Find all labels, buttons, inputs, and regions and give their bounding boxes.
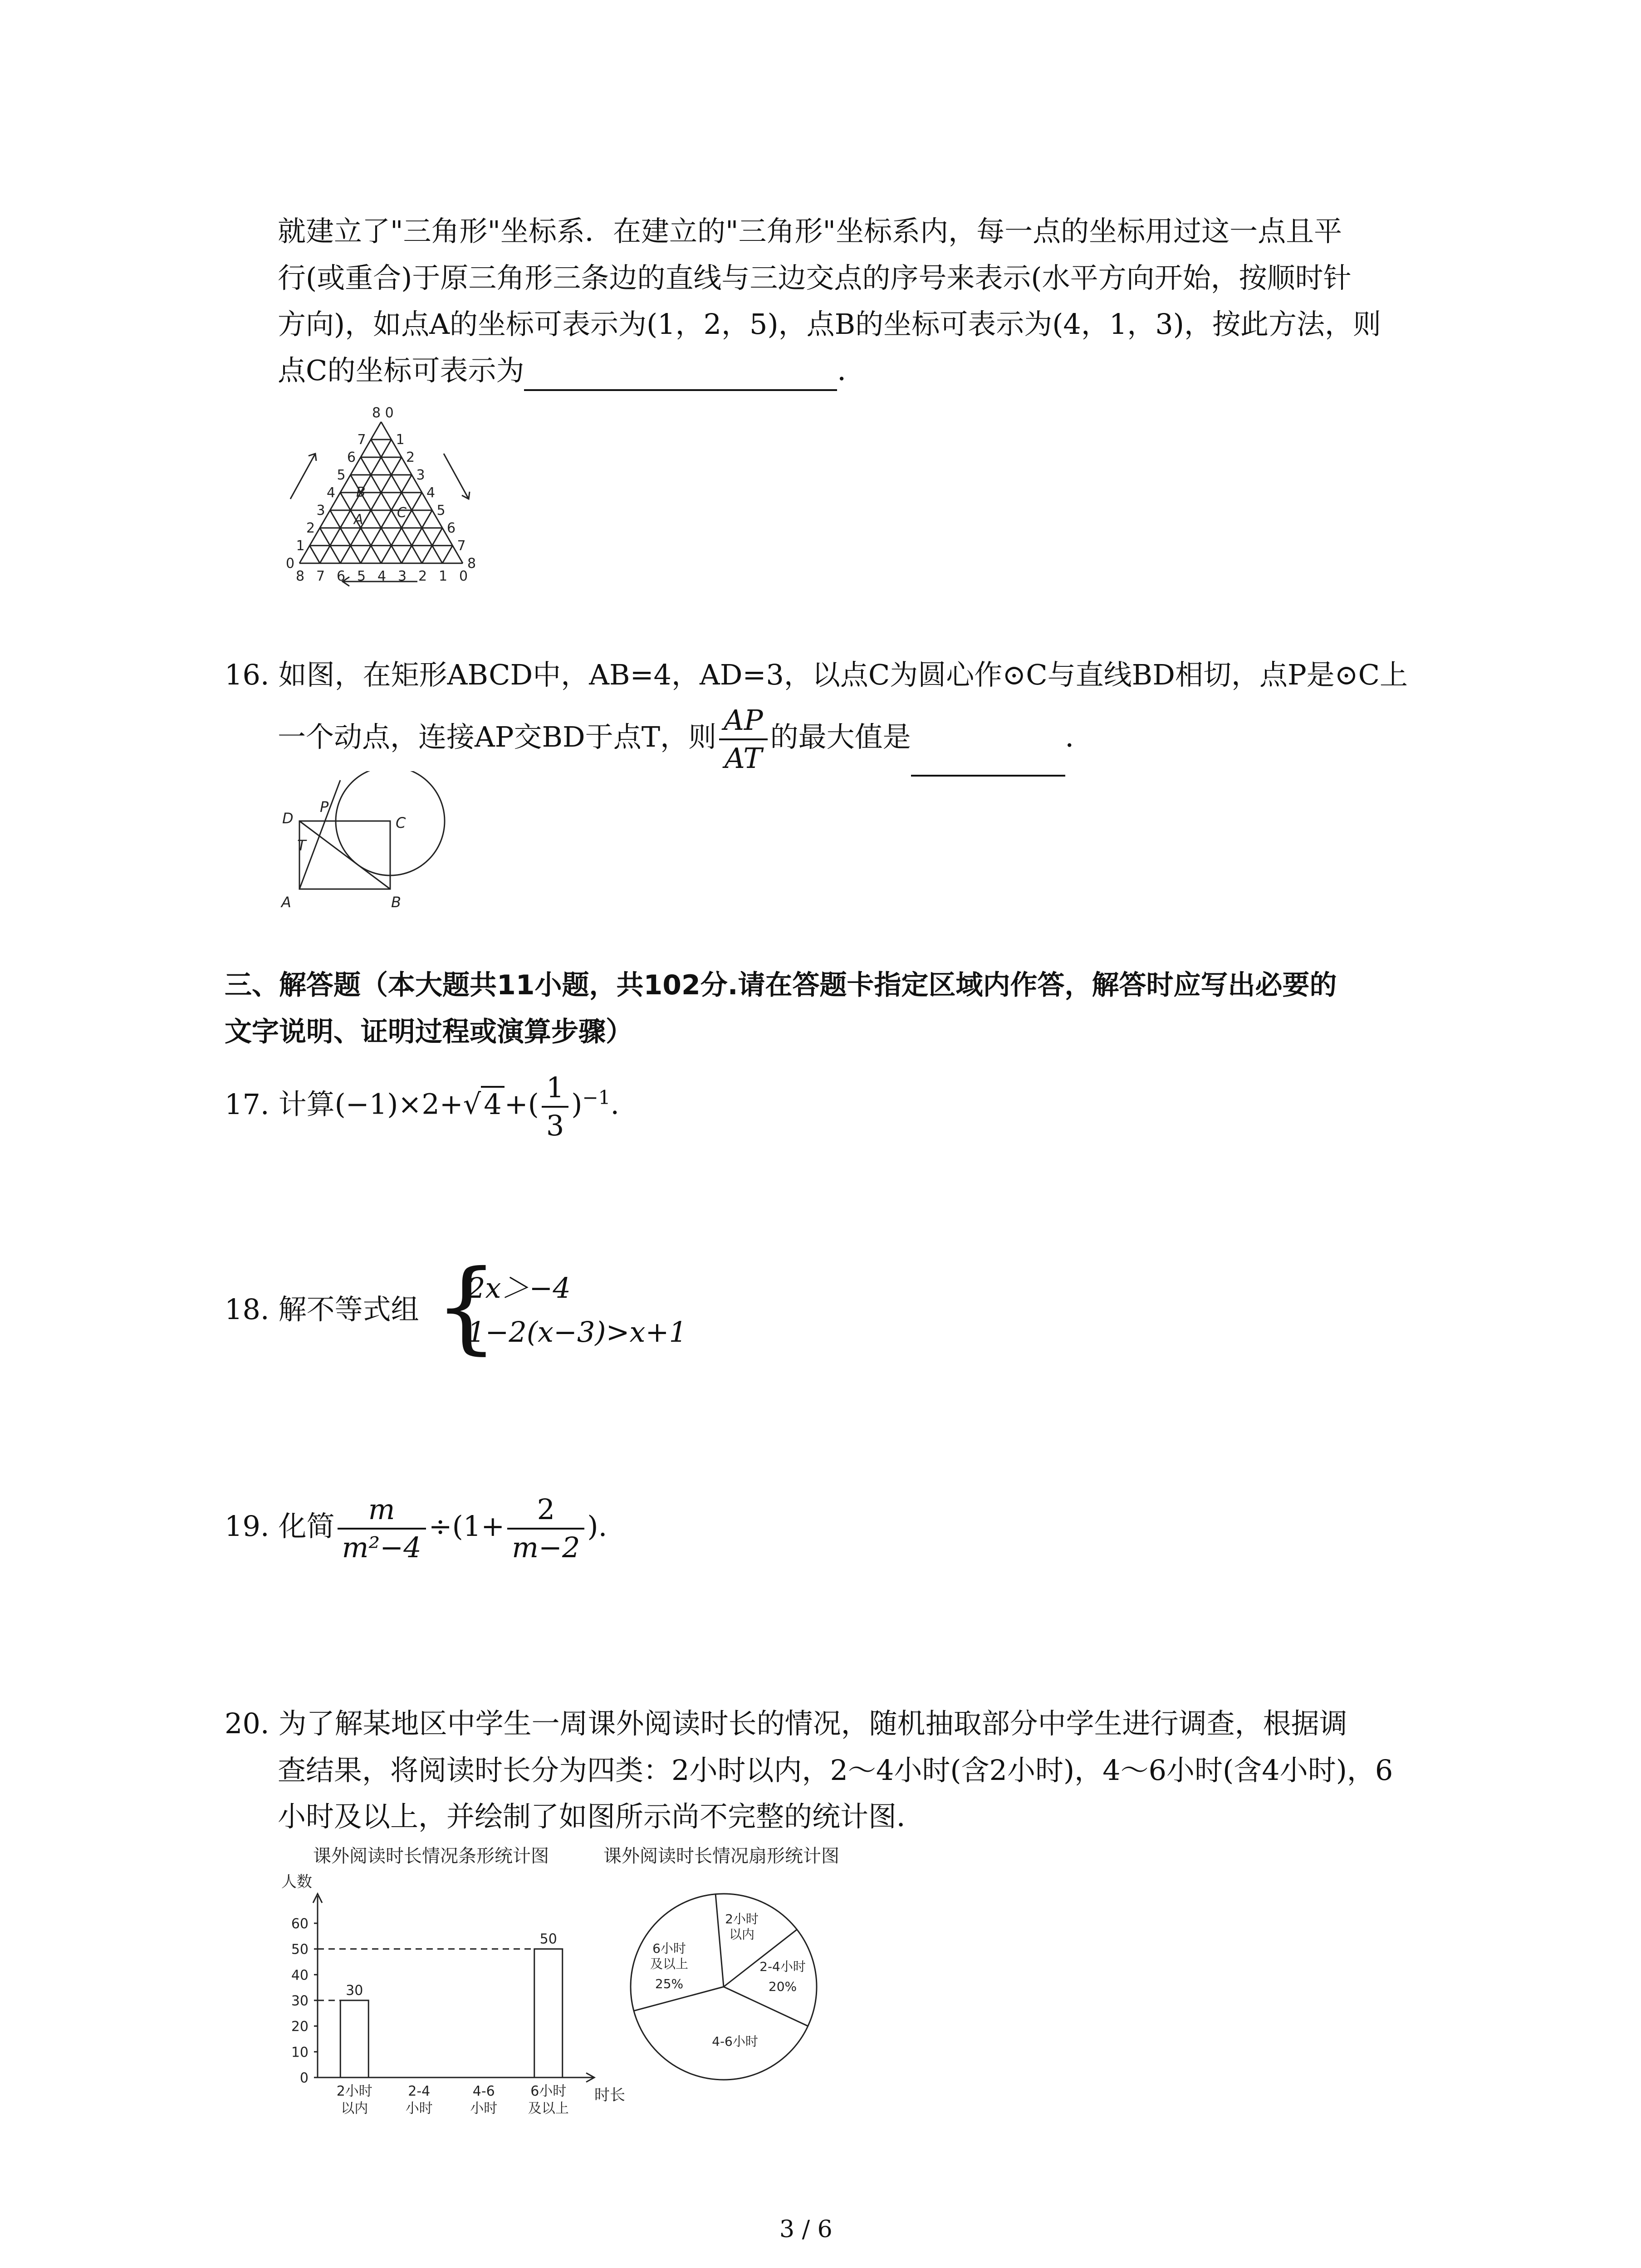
q17-line — [225, 1059, 619, 1144]
q18-inequality-1: 2x＞−4 — [467, 1271, 571, 1305]
bar-category-label: 6小时 — [530, 2083, 567, 2099]
q15-text-line-1: 就建立了"三角形"坐标系．在建立的"三角形"坐标系内，每一点的坐标用过这一点且平 — [278, 215, 1342, 248]
q19-number: 19. — [225, 1510, 269, 1543]
bar-category-label: 小时 — [470, 2101, 498, 2116]
q18-line — [225, 1289, 419, 1330]
q16-frac-den: AT — [725, 741, 762, 775]
q19-div: ÷(1+ — [428, 1510, 505, 1543]
tri-bottom-label: 5 — [357, 568, 366, 584]
q15-triangle-figure — [272, 395, 508, 594]
q19-fraction-2 — [507, 1491, 584, 1566]
tri-point-b: B — [356, 484, 366, 500]
section3-heading-line-1: 三、解答题（本大题共11小题，共102分.请在答题卡指定区域内作答，解答时应写出必要的 — [225, 969, 1337, 1001]
tri-right-label: 2 — [406, 449, 415, 465]
q20-number: 20. — [225, 1707, 269, 1740]
tri-bottom-label: 8 — [296, 568, 305, 584]
q19-frac2-den: m−2 — [512, 1530, 580, 1564]
label-d: D — [282, 810, 294, 827]
label-p: P — [320, 798, 329, 816]
tri-right-label: 6 — [447, 520, 456, 536]
q18-brace: { — [435, 1248, 498, 1364]
q16-number: 16. — [225, 658, 269, 691]
q16-text-line-2 — [278, 699, 1093, 777]
q19-frac2-num: 2 — [507, 1491, 584, 1530]
q17-end: . — [610, 1087, 620, 1121]
pie-chart — [622, 1873, 830, 2100]
q16-frac-num: AP — [719, 702, 768, 740]
q18-number: 18. — [225, 1293, 269, 1326]
q15-line4-end: ． — [837, 354, 866, 387]
q17-suffix: ) — [571, 1087, 583, 1121]
bar-ytick-label: 0 — [299, 2070, 309, 2086]
bar-category-label: 2-4 — [408, 2083, 431, 2099]
pie-slice-label: 2-4小时 — [759, 1959, 806, 1974]
q15-line4-text: 点C的坐标可表示为 — [278, 354, 524, 387]
tri-top-label: 8 0 — [372, 405, 394, 421]
q16-fraction — [719, 702, 768, 777]
pie-slice-label: 6小时 — [652, 1941, 686, 1956]
direction-arrows — [290, 454, 470, 586]
pie-slice-label: 以内 — [729, 1927, 755, 1942]
pie-percent-label: 25% — [655, 1976, 684, 1991]
sqrt-sign: √ — [463, 1087, 481, 1121]
q19-fraction-1 — [338, 1491, 426, 1566]
bar-category-label: 2小时 — [336, 2083, 372, 2099]
pie-slice-label: 2小时 — [725, 1911, 759, 1926]
pie-percent-label: 20% — [768, 1979, 797, 1994]
tri-point-c: C — [397, 505, 407, 521]
q18-inequality-2: 1−2(x−3)>x+1 — [467, 1315, 687, 1349]
tri-bottom-label: 7 — [316, 568, 325, 584]
q19-line — [225, 1488, 607, 1566]
q17-prefix: 计算(−1)×2+ — [278, 1087, 463, 1121]
triangle-labels — [286, 405, 476, 584]
q19-end: ). — [587, 1510, 607, 1543]
q20-text-line-2: 查结果，将阅读时长分为四类：2小时以内，2～4小时(含2小时)，4～6小时(含4小时)，6 — [278, 1754, 1393, 1787]
q20-line1: 为了解某地区中学生一周课外阅读时长的情况，随机抽取部分中学生进行调查，根据调 — [278, 1707, 1347, 1740]
q19-frac1-den: m²−4 — [342, 1530, 421, 1564]
bar-ytick-label: 40 — [291, 1967, 309, 1984]
bar-category-label: 及以上 — [528, 2101, 569, 2116]
tri-left-label: 3 — [316, 502, 325, 518]
q16-line2-start: 一个动点，连接AP交BD于点T，则 — [278, 720, 717, 753]
q17-exponent: −1 — [582, 1086, 611, 1109]
q17-fraction — [542, 1070, 568, 1144]
bar-chart-title: 课外阅读时长情况条形统计图 — [313, 1846, 549, 1867]
q20-text-line-3: 小时及以上，并绘制了如图所示尚不完整的统计图． — [278, 1800, 925, 1833]
bar-ytick-label: 60 — [291, 1916, 309, 1932]
tri-right-label: 8 — [467, 555, 476, 572]
page-number: 3 / 6 — [779, 2216, 833, 2243]
pie-slice-label: 及以上 — [650, 1956, 689, 1971]
bar-data-label: 30 — [346, 1983, 363, 1999]
tri-bottom-label: 0 — [459, 568, 468, 584]
q20-text-line-1 — [225, 1703, 1347, 1744]
q17-frac-den: 3 — [546, 1109, 564, 1142]
pie-slice-label: 4-6小时 — [712, 2034, 758, 2049]
bar-category-label: 4-6 — [472, 2083, 495, 2099]
label-a: A — [281, 894, 291, 911]
q15-answer-blank — [524, 357, 837, 391]
q15-text-line-3: 方向)，如点A的坐标可表示为(1，2，5)，点B的坐标可表示为(4，1，3)，按此方法，则 — [278, 308, 1381, 341]
line-bd — [299, 821, 390, 889]
tri-bottom-label: 6 — [337, 568, 346, 584]
bar-ytick-label: 30 — [291, 1993, 309, 2009]
tri-bottom-label: 3 — [398, 568, 407, 584]
q15-text-line-2: 行(或重合)于原三角形三条边的直线与三边交点的序号来表示(水平方向开始，按顺时针 — [278, 261, 1352, 294]
q17-number: 17. — [225, 1087, 269, 1121]
tri-left-label: 5 — [337, 467, 346, 483]
triangle-grid — [299, 422, 463, 563]
pie-slices — [631, 1894, 817, 2080]
label-t: T — [297, 837, 306, 854]
tri-bottom-label: 2 — [418, 568, 427, 584]
tri-left-label: 0 — [286, 555, 295, 572]
bar-ytick-label: 50 — [291, 1941, 309, 1958]
bar-rect — [340, 2000, 368, 2077]
tri-bottom-label: 4 — [377, 568, 387, 584]
bar-ytick-label: 20 — [291, 2019, 309, 2035]
tri-left-label: 2 — [306, 520, 315, 536]
q17-plus: +( — [504, 1087, 539, 1121]
section3-heading-line-2: 文字说明、证明过程或演算步骤） — [225, 1016, 633, 1048]
bar-chart — [268, 1864, 640, 2118]
q16-rectangle-circle-figure — [272, 771, 463, 921]
q16-line2-mid: 的最大值是 — [770, 720, 911, 753]
bar-rect — [534, 1949, 563, 2077]
bar-ylabel: 人数 — [281, 1873, 312, 1891]
label-c: C — [396, 814, 406, 831]
tri-left-label: 7 — [357, 431, 366, 448]
bar-yticks — [291, 1916, 318, 2086]
tri-left-label: 1 — [296, 538, 305, 554]
bar-xlabel: 时长 — [594, 2086, 625, 2104]
tri-right-label: 3 — [416, 467, 425, 483]
bar-data-label: 50 — [539, 1931, 557, 1947]
bar-bars — [340, 1931, 563, 2077]
tri-right-label: 7 — [457, 538, 466, 554]
q16-line1: 如图，在矩形ABCD中，AB=4，AD=3，以点C为圆心作⊙C与直线BD相切，点P是⊙C上 — [278, 658, 1408, 691]
q17-sqrt-value: 4 — [481, 1086, 504, 1121]
q16-line2-end: ． — [1065, 720, 1093, 753]
q15-text-line-4 — [278, 350, 865, 391]
tri-point-a: A — [354, 512, 363, 528]
bar-category-label: 以内 — [341, 2101, 368, 2116]
q19-frac1-num: m — [338, 1491, 426, 1530]
pie-chart-title: 课外阅读时长情况扇形统计图 — [603, 1846, 839, 1867]
q17-frac-num: 1 — [542, 1070, 568, 1108]
tri-right-label: 4 — [426, 484, 436, 501]
bar-category-labels — [337, 2083, 569, 2116]
q19-prefix: 化简 — [278, 1510, 335, 1543]
q18-prefix: 解不等式组 — [278, 1293, 419, 1326]
line-ap — [299, 780, 340, 889]
tri-left-label: 6 — [347, 449, 356, 465]
q16-text-line-1 — [225, 655, 1408, 695]
tri-bottom-label: 1 — [439, 568, 448, 584]
label-b: B — [391, 894, 401, 911]
bar-category-label: 小时 — [405, 2101, 433, 2116]
bar-ytick-label: 10 — [291, 2044, 309, 2061]
tri-left-label: 4 — [327, 484, 336, 501]
tri-right-label: 5 — [436, 502, 446, 518]
tri-right-label: 1 — [396, 431, 405, 448]
q16-answer-blank — [911, 743, 1065, 777]
